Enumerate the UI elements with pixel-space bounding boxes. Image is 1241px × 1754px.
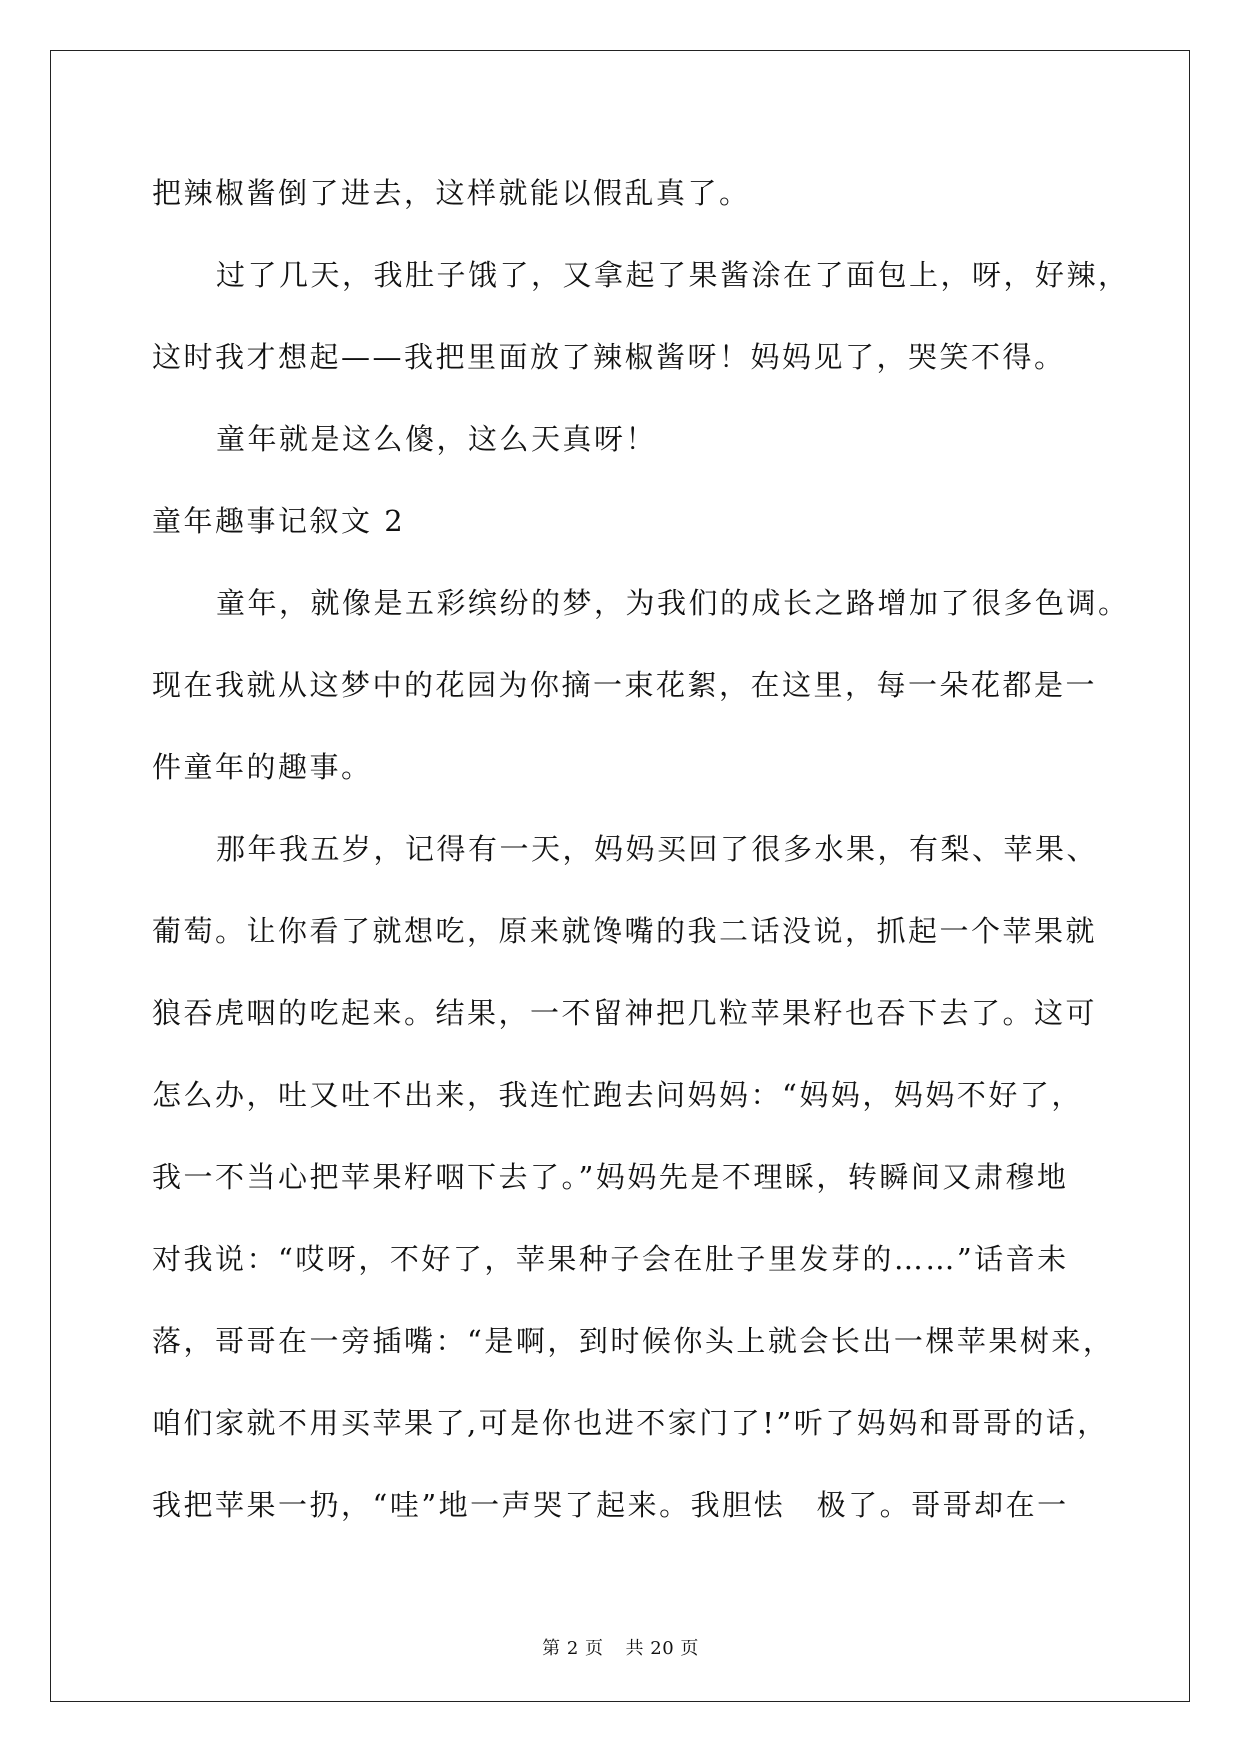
text-line: 现在我就从这梦中的花园为你摘一束花絮，在这里，每一朵花都是一 — [152, 668, 1098, 702]
text-line: 怎么办，吐又吐不出来，我连忙跑去问妈妈：“妈妈，妈妈不好了， — [152, 1078, 1083, 1112]
text-line: 我一不当心把苹果籽咽下去了。”妈妈先是不理睬，转瞬间又肃穆地 — [152, 1160, 1069, 1194]
page-total: 共 20 页 — [625, 1638, 699, 1659]
text-line: 过了几天，我肚子饿了，又拿起了果酱涂在了面包上，呀，好辣， — [216, 258, 1130, 292]
text-line: 件童年的趣事。 — [152, 750, 373, 784]
text-line: 狼吞虎咽的吃起来。结果，一不留神把几粒苹果籽也吞下去了。这可 — [152, 996, 1098, 1030]
page-number: 第 2 页 — [542, 1638, 604, 1659]
text-line: 对我说：“哎呀，不好了，苹果种子会在肚子里发芽的……”话音未 — [152, 1242, 1069, 1276]
text-line: 咱们家就不用买苹果了,可是你也进不家门了!”听了妈妈和哥哥的话， — [152, 1406, 1109, 1440]
text-line: 童年，就像是五彩缤纷的梦，为我们的成长之路增加了很多色调。 — [216, 586, 1130, 620]
page-footer — [0, 1638, 1241, 1660]
text-line: 葡萄。让你看了就想吃，原来就馋嘴的我二话没说，抓起一个苹果就 — [152, 914, 1098, 948]
text-line: 把辣椒酱倒了进去，这样就能以假乱真了。 — [152, 176, 751, 210]
section-heading: 童年趣事记叙文 2 — [152, 504, 406, 538]
text-line: 那年我五岁，记得有一天，妈妈买回了很多水果，有梨、苹果、 — [216, 832, 1099, 866]
text-line: 我把苹果一扔，“哇”地一声哭了起来。我胆怯 极了。哥哥却在一 — [152, 1488, 1069, 1522]
text-line: 这时我才想起——我把里面放了辣椒酱呀！妈妈见了，哭笑不得。 — [152, 340, 1066, 374]
page-border — [50, 50, 1190, 1702]
text-line: 落，哥哥在一旁插嘴：“是啊，到时候你头上就会长出一棵苹果树来， — [152, 1324, 1115, 1358]
text-line: 童年就是这么傻，这么天真呀！ — [216, 422, 658, 456]
